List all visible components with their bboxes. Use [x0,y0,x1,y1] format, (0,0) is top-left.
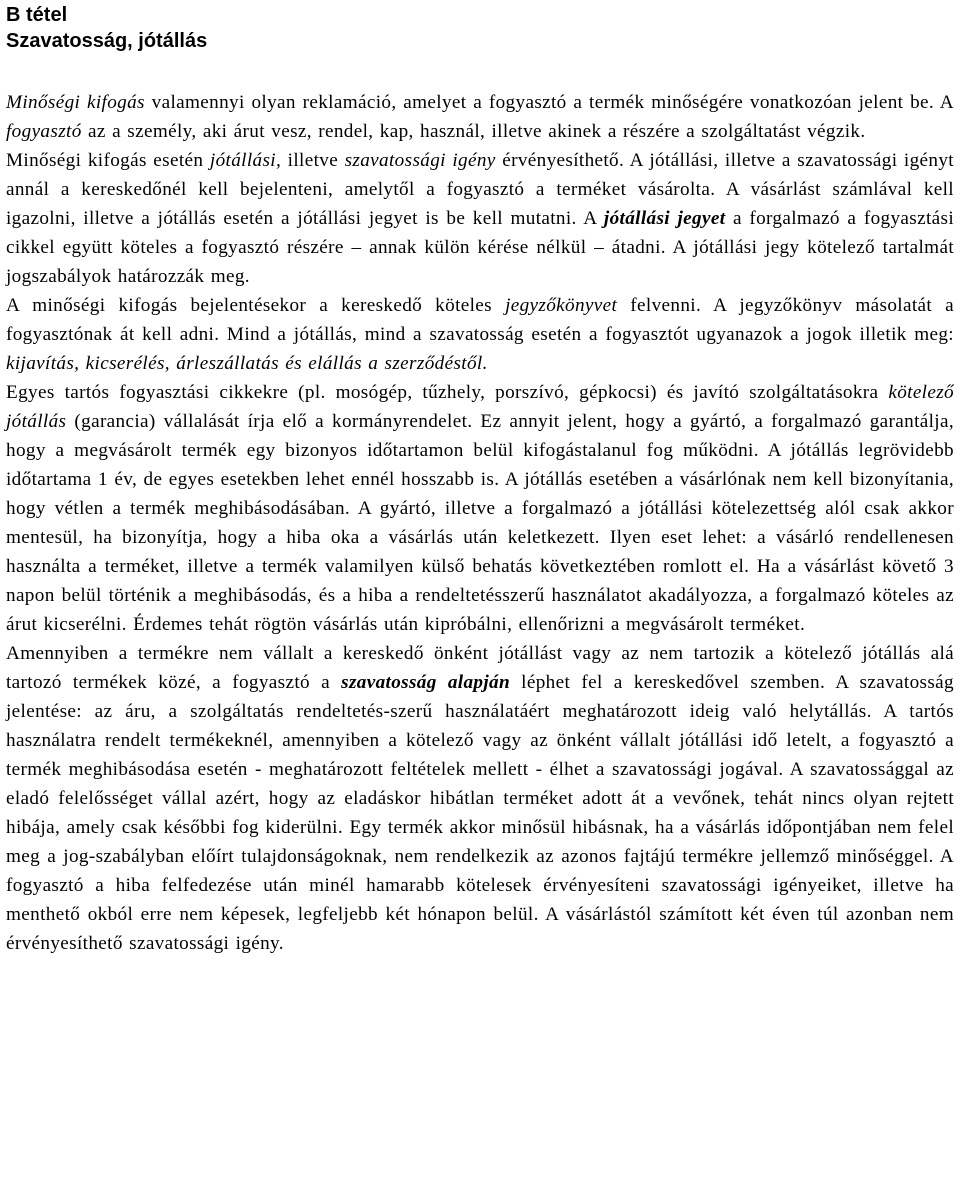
paragraph-segment: szavatosság alapján [341,672,511,693]
paragraph-segment: felvenni. A jegyzőkönyv másolatát a fogyasztónak át kell adni. Mind a jótállás, mind a szavatosság esetén a fogyasztót ugyanazok a jogok illetik meg: [6,295,954,345]
title-spacer [6,54,954,88]
paragraph-kotelezo-jotallas [6,378,954,639]
paragraph-segment: léphet fel a kereskedővel szemben. A szavatosság jelentése: az áru, a szolgáltatás rendeltetés-szerű használatáért meghatározott ideig való helytállás. A tartós használatra rendelt termékeknél, amennyiben a kötelező vagy az önként vállalt jótállási idő letelt, a fogyasztó a termék meghibásodása esetén - meghatározott feltételek mellett - élhet a szavatossági jogával. A szavatossággal az eladó felelősséget vállal azért, hogy az eladáskor hibátlan terméket adott át a vevőnek, tehát nincs olyan rejtett hibája, amely csak későbbi fog kiderülni. Egy termék akkor minősül hibásnak, ha a vásárlás időpontjában nem felel meg a jog-szabályban előírt tulajdonságoknak, nem rendelkezik az azonos fajtájú termékre jellemző minőséggel. A fogyasztó a hiba felfedezése után minél hamarabb kötelesek érvényesíteni szavatossági igényeiket, illetve ha menthető okból erre nem képesek, legfeljebb két hónapon belül. A vásárlástól számított két éven túl azonban nem érvényesíthető szavatossági igény. [6,672,954,954]
paragraph-segment: fogyasztó [6,121,82,142]
document-title-line1: B tétel [6,4,68,26]
paragraph-segment: szavatossági igény [344,150,496,171]
paragraph-jegyzokonyv [6,291,954,378]
paragraph-segment: jótállási jegyet [603,208,726,229]
paragraph-segment: Amennyiben a termékre nem vállalt a kereskedő önként jótállást vagy az nem tartozik a kötelező jótállás alá tartozó termékek közé, a fogyasztó a [6,643,954,693]
paragraph-minosegi-kifogas [6,88,954,146]
paragraph-segment: Minőségi kifogás esetén [6,150,210,171]
document-title-line2: Szavatosság, jótállás [6,30,208,52]
document-page [6,2,954,958]
paragraph-segment: (garancia) vállalását írja elő a kormányrendelet. Ez annyit jelent, hogy a gyártó, a forgalmazó garantálja, hogy a megvásárolt termék egy bizonyos időtartamon belül kifogástalanul fog működni. A jótállás legrövidebb időtartama 1 év, de egyes esetekben lehet ennél hosszabb is. A jótállás esetében a vásárlónak nem kell bizonyítania, hogy vétlen a termék meghibásodásában. A gyártó, illetve a forgalmazó a jótállási kötelezettség alól csak akkor mentesül, ha bizonyítja, hogy a hiba oka a vásárlás után keletkezett. Ilyen eset lehet: a vásárló rendellenesen használta a terméket, illetve a termék valamilyen külső behatás következtében romlott el. Ha a vásárlást követő 3 napon belül történik a meghibásodás, és a hiba a rendeltetésszerű használatot akadályozza, a forgalmazó köteles az árut kicserélni. Érdemes tehát rögtön vásárlás után kipróbálni, ellenőrizni a megvásárolt terméket. [6,411,954,635]
paragraph-jotallasi-igeny [6,146,954,291]
paragraph-segment: Egyes tartós fogyasztási cikkekre (pl. mosógép, tűzhely, porszívó, gépkocsi) és javító szolgáltatásokra [6,382,889,403]
paragraph-segment: kötelező jótállás [6,382,954,432]
paragraph-segment: jótállási, [209,150,282,171]
paragraph-segment: érvényesíthető. A jótállási, illetve a szavatossági igényt annál a kereskedőnél kell bejelenteni, amelytől a fogyasztó a terméket vásárolta. A vásárlást számlával kell igazolni, illetve a jótállás esetén a jótállási jegyet is be kell mutatni. A [6,150,954,229]
paragraph-segment: Minőségi kifogás [6,92,145,113]
paragraph-segment: valamennyi olyan reklamáció, amelyet a fogyasztó a termék minőségére vonatkozóan jelent be. A [144,92,954,113]
paragraph-segment: az a személy, aki árut vesz, rendel, kap, használ, illetve akinek a részére a szolgáltatást végzik. [81,121,866,142]
paragraph-segment: kijavítás, kicserélés, árleszállatás és elállás a szerződéstől. [6,353,488,374]
paragraph-segment: A minőségi kifogás bejelentésekor a kereskedő köteles [6,295,506,316]
paragraph-szavatossag [6,639,954,958]
paragraph-segment: jegyzőkönyvet [505,295,618,316]
paragraph-segment: a forgalmazó a fogyasztási cikkel együtt köteles a fogyasztó részére – annak külön kérése nélkül – átadni. A jótállási jegy kötelező tartalmát jogszabályok határozzák meg. [6,208,954,287]
paragraph-segment: illetve [281,150,345,171]
